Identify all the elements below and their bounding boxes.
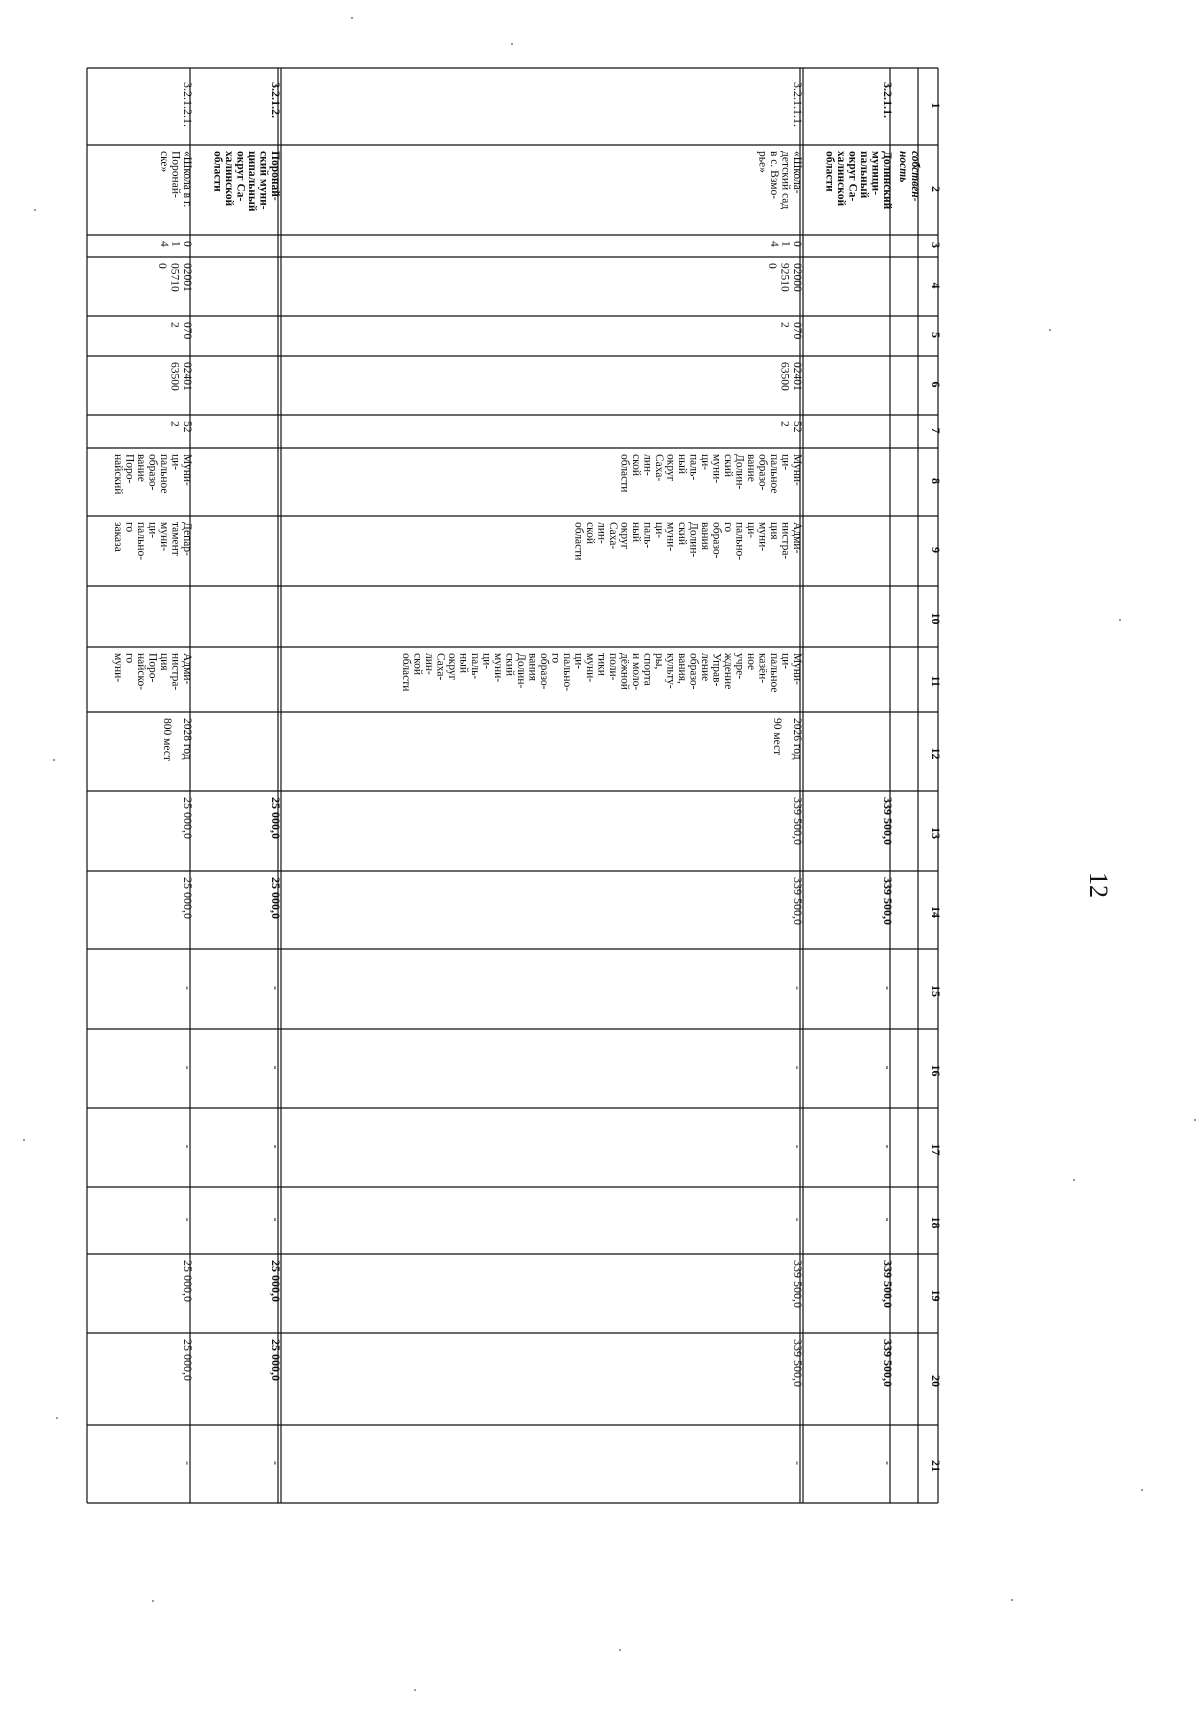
row-col-c11: образо- (538, 653, 550, 690)
row-col-c8: ци- (169, 454, 182, 471)
row-value-c16: - (791, 1065, 805, 1070)
header-cell-12: 12 (929, 747, 943, 760)
row-col-c9: Долин- (687, 522, 700, 558)
row-name: «Школа- (791, 151, 803, 194)
header-cell-18: 18 (929, 1216, 943, 1229)
header-cell-21: 21 (929, 1460, 943, 1472)
row-col-c5: 2 (778, 322, 791, 328)
row-value-c14: 339 500,0 (881, 877, 895, 925)
row-col-c11: Поро- (146, 653, 159, 683)
row-name: детский сад (779, 151, 792, 210)
row-col-c12: 90 мест (771, 718, 783, 756)
row-col-c9: пально- (733, 522, 746, 561)
row-col-c9: го (123, 522, 136, 533)
row-value-c14: 25 000,0 (181, 877, 195, 919)
row-col-c11: образо- (687, 653, 700, 690)
row-value-c17: - (791, 1144, 805, 1149)
row-col-c11: ное (745, 653, 757, 671)
row-col-c9: Адми- (791, 522, 803, 554)
row-col-c11: ление (699, 653, 711, 682)
row-value-c14: 339 500,0 (791, 877, 805, 925)
row-col-c12: 2028 год (181, 718, 193, 760)
row-col-c4: 02001 (181, 263, 193, 292)
row-col-c9: ци- (653, 522, 665, 539)
row-col-c9: тамент (169, 522, 182, 556)
row-col-c8: образо- (146, 454, 159, 491)
row-name: округ Са- (846, 151, 859, 202)
row-value-c20: 25 000,0 (181, 1339, 195, 1381)
row-name: Долинский (881, 151, 893, 210)
row-name: Поронай- (269, 151, 281, 201)
row-col-c9: пально- (135, 522, 147, 561)
header-cell-9: 9 (929, 547, 943, 553)
row-col-c9: лин- (595, 522, 608, 544)
row-value-c21: - (181, 1461, 195, 1465)
row-col-c12: 800 мест (161, 718, 173, 761)
row-col-c11: паль- (469, 653, 481, 680)
row-col-c11: ци- (779, 653, 792, 670)
row-col-c3: 0 (181, 241, 193, 247)
row-col-c5: 070 (181, 322, 193, 340)
row-col-c11: нистра- (169, 653, 182, 691)
header-cell-20: 20 (929, 1375, 943, 1387)
row-col-c8: ный (676, 454, 688, 475)
row-col-c8: области (618, 454, 631, 493)
row-col-c9: ци- (745, 522, 757, 539)
row-col-c8: ци- (779, 454, 792, 471)
row-col-c9: муни- (756, 522, 769, 552)
row-col-c9: Саха- (607, 522, 619, 550)
row-col-c11: ский (503, 653, 516, 676)
header-cell-11: 11 (929, 675, 943, 687)
header-cell-4: 4 (929, 282, 943, 289)
row-col-c4: 0 (156, 263, 168, 269)
row-col-c7: 52 (791, 421, 803, 433)
header-cell-16: 16 (929, 1064, 943, 1077)
header-cell-2: 2 (929, 186, 943, 192)
row-col-c8: найский (112, 454, 124, 495)
row-name: рье» (756, 151, 769, 173)
row-col-c9: вания (699, 522, 711, 550)
row-name: муници- (869, 151, 882, 195)
row-col-c11: поли- (607, 653, 619, 681)
header-cell-3: 3 (929, 242, 943, 248)
row-value-c15: - (791, 986, 805, 990)
row-col-c9: ской (584, 522, 596, 545)
row-col-c11: Саха- (434, 653, 447, 681)
row-col-c8: Долин- (733, 454, 746, 490)
row-col-c8: Муни- (181, 454, 193, 486)
row-col-c9: области (572, 522, 585, 561)
row-value-c17: - (881, 1144, 895, 1149)
row-name: ципальный (246, 151, 258, 212)
row-col-c11: го (549, 653, 562, 664)
row-col-c8: Саха- (653, 454, 665, 482)
row-col-c9: ция (768, 522, 780, 540)
row-col-c3: 4 (768, 241, 780, 247)
row-value-c13: 25 000,0 (269, 797, 283, 839)
header-cell-5: 5 (929, 332, 943, 338)
row-col-c6: 02401 (791, 362, 803, 391)
row-col-c3: 1 (169, 241, 182, 247)
row-col-c11: пальное (768, 653, 780, 693)
row-col-c11: тики (595, 653, 608, 676)
row-col-c11: культу- (664, 653, 677, 689)
row-code: 3.2.1.2. (269, 82, 283, 118)
row-col-c9: ци- (146, 522, 159, 539)
row-col-c8: вание (745, 454, 757, 482)
header-cell-15: 15 (929, 985, 943, 997)
row-col-c9: образо- (710, 522, 723, 559)
row-col-c11: спорта (641, 653, 654, 686)
row-value-c21: - (269, 1461, 283, 1465)
row-name: области (211, 151, 224, 192)
row-col-c11: Долин- (515, 653, 527, 689)
row-name: округ Са- (234, 151, 247, 202)
row-value-c15: - (269, 986, 283, 990)
row-value-c19: 339 500,0 (881, 1260, 895, 1308)
row-value-c16: - (269, 1065, 283, 1070)
row-col-c11: ской (411, 653, 424, 676)
row-col-c8: Поро- (123, 454, 136, 484)
row-code: 3.2.1.1. (881, 82, 895, 118)
row-col-c7: 2 (168, 421, 181, 427)
row-col-c11: дёжной (618, 653, 631, 690)
row-col-c11: учре- (733, 653, 746, 680)
row-col-c7: 52 (181, 421, 193, 433)
row-name: Поронай- (169, 151, 182, 198)
row-value-c18: - (269, 1217, 283, 1222)
header-cell-7: 7 (929, 427, 943, 434)
row-col-c6: 63500 (168, 362, 181, 391)
row-value-c13: 25 000,0 (181, 797, 195, 839)
row-code: 3.2.1.2.1. (181, 82, 195, 127)
row-col-c9: муни- (664, 522, 677, 552)
row-col-c11: го (123, 653, 136, 664)
row-col-c8: вание (135, 454, 147, 482)
row-col-c11: муни- (584, 653, 596, 683)
header-cell-19: 19 (929, 1289, 943, 1302)
row-col-c9: заказа (112, 522, 124, 552)
row-col-c12: 2026 год (791, 718, 803, 760)
header-cell-13: 13 (929, 827, 943, 839)
row-col-c6: 02401 (181, 362, 193, 391)
row-value-c19: 25 000,0 (269, 1260, 283, 1302)
row-col-c11: ры, (653, 653, 665, 670)
row-value-c16: - (881, 1065, 895, 1070)
row-value-c20: 339 500,0 (881, 1339, 895, 1387)
header-cell-17: 17 (929, 1143, 943, 1156)
row-col-c11: казён- (756, 653, 769, 684)
row-col-c11: муни- (492, 653, 504, 683)
row-col-c6: 63500 (778, 362, 791, 391)
row-value-c18: - (881, 1217, 895, 1222)
row-col-c11: лин- (423, 653, 435, 675)
row-name: «Школа в г. (181, 151, 193, 208)
row-col-c9: паль- (641, 522, 654, 549)
row-value-c20: 25 000,0 (269, 1339, 283, 1381)
row-value-c15: - (881, 986, 895, 990)
row-col-c8: округ (664, 454, 677, 482)
row-col-c11: ци- (480, 653, 493, 670)
row-col-c11: ци- (572, 653, 585, 670)
row-col-c11: ция (158, 653, 170, 671)
row-col-c11: области (400, 653, 412, 692)
row-col-c9: ный (630, 522, 642, 543)
row-col-c11: округ (446, 653, 458, 681)
row-col-c8: ской (630, 454, 642, 477)
header-cell-8: 8 (929, 478, 943, 484)
row-col-c8: муни- (710, 454, 723, 484)
row-col-c11: ный (457, 653, 470, 674)
row-col-c8: лин- (641, 454, 654, 476)
row-col-c9: го (722, 522, 734, 533)
row-value-c18: - (181, 1217, 195, 1222)
row-col-c8: ци- (699, 454, 711, 471)
row-col-c9: ский (676, 522, 688, 545)
row-value-c19: 25 000,0 (181, 1260, 195, 1302)
row-col-c11: и моло- (630, 653, 642, 691)
row-name: в с. Взмо- (768, 151, 780, 200)
row-col-c11: Адми- (181, 653, 193, 685)
row-name: халинской (835, 151, 847, 207)
row-col-c8: пальное (768, 454, 780, 494)
row-value-c14: 25 000,0 (269, 877, 283, 919)
row-value-c17: - (181, 1144, 195, 1149)
row-col-c4: 02000 (791, 263, 803, 292)
row-col-c9: муни- (158, 522, 170, 552)
header-fragment: собствен- (909, 151, 921, 202)
row-col-c8: образо- (756, 454, 769, 491)
row-col-c11: ждение (722, 653, 734, 690)
row-value-c13: 339 500,0 (881, 797, 895, 845)
header-fragment: ность (897, 151, 909, 183)
row-name: области (823, 151, 836, 192)
row-col-c11: Муни- (791, 653, 803, 685)
row-col-c8: Муни- (791, 454, 803, 486)
row-col-c8: ский (722, 454, 734, 477)
row-col-c7: 2 (778, 421, 791, 427)
row-value-c21: - (791, 1461, 805, 1465)
row-name: пальный (858, 151, 870, 199)
row-col-c3: 0 (791, 241, 803, 247)
row-col-c9: Депар- (181, 522, 193, 556)
row-col-c11: Управ- (710, 653, 723, 687)
row-name: ский муни- (257, 151, 270, 210)
row-col-c4: 0 (766, 263, 778, 269)
row-col-c8: пальное (158, 454, 170, 494)
row-col-c3: 4 (158, 241, 170, 247)
header-cell-6: 6 (929, 381, 943, 388)
row-value-c17: - (269, 1144, 283, 1149)
row-col-c5: 070 (791, 322, 803, 340)
row-col-c8: паль- (687, 454, 700, 481)
header-cell-1: 1 (929, 102, 943, 109)
row-col-c4: 05710 (168, 263, 181, 292)
row-value-c13: 339 500,0 (791, 797, 805, 845)
header-cell-10: 10 (929, 612, 943, 625)
row-col-c9: нистра- (779, 522, 792, 560)
row-value-c15: - (181, 986, 195, 990)
row-value-c16: - (181, 1065, 195, 1070)
row-col-c11: вания (526, 653, 539, 681)
row-col-c11: найско- (135, 653, 147, 691)
row-value-c19: 339 500,0 (791, 1260, 805, 1308)
row-col-c3: 1 (779, 241, 792, 247)
row-code: 3.2.1.1.1. (791, 82, 805, 127)
row-value-c18: - (791, 1217, 805, 1222)
header-cell-14: 14 (929, 906, 943, 918)
row-value-c20: 339 500,0 (791, 1339, 805, 1387)
row-col-c9: округ (618, 522, 631, 550)
row-value-c21: - (881, 1461, 895, 1465)
row-name: халинской (223, 151, 235, 207)
row-col-c4: 92510 (778, 263, 791, 292)
page-number: 12 (1084, 872, 1113, 898)
row-col-c11: вания, (676, 653, 688, 684)
row-col-c5: 2 (168, 322, 181, 328)
row-col-c11: муни- (112, 653, 124, 683)
row-name: ске» (158, 151, 170, 173)
row-col-c11: пально- (561, 653, 573, 692)
